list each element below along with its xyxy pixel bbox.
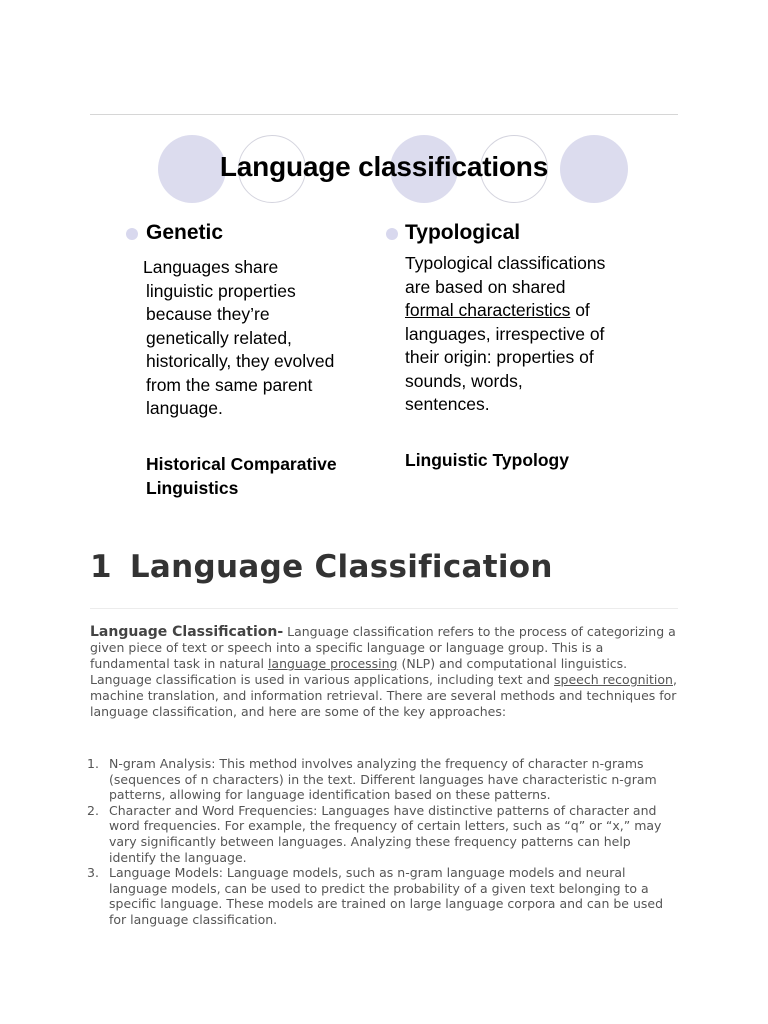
genetic-description <box>143 256 373 421</box>
text-line <box>405 299 665 323</box>
speech-recognition-link[interactable]: speech recognition <box>554 672 673 687</box>
list-number: 1. <box>87 756 99 771</box>
text-line: genetically related, <box>146 327 292 348</box>
text-line: linguistic properties <box>146 280 296 301</box>
list-number: 3. <box>87 865 99 881</box>
intro-paragraph <box>90 624 680 720</box>
genetic-heading: Genetic <box>146 221 224 244</box>
approaches-list <box>87 756 679 928</box>
list-item <box>87 802 679 865</box>
list-text: Character and Word Frequencies: Languages have distinctive patterns of character and word frequencies. For example, the frequency of certain letters, such as “q” or “x,” may vary significantly between languages. Analyzing these frequency patterns can help identify the language. <box>109 802 662 865</box>
bullet-icon <box>126 228 138 240</box>
slide-image <box>90 115 678 515</box>
text-line: from the same parent <box>146 374 313 395</box>
section-divider <box>90 608 678 609</box>
text-line: sounds, words, <box>405 370 523 391</box>
bullet-icon <box>386 228 398 240</box>
section-heading <box>90 549 553 585</box>
text-fragment: , machine translation, and information retrieval. There are several methods and techniques for language classification, and here are some of the key approaches: <box>90 672 677 719</box>
list-text: N-gram Analysis: This method involves analyzing the frequency of character n-grams (sequences of n characters) in the text. Different languages have characteristic n-gram patterns, allowing for language identification based on these patterns. <box>109 756 657 803</box>
text-fragment: of <box>570 300 590 320</box>
list-text: Language Models: Language models, such as n-gram language models and neural language models, can be used to predict the probability of a given text belonging to a specific language. These models are trained on large language corpora and can be used for language classification. <box>109 865 664 927</box>
section-number: 1 <box>90 549 112 585</box>
text-line: language. <box>146 398 223 418</box>
list-item <box>87 756 679 803</box>
text-fragment: Language classification refers to the process of categorizing a given piece of text or speech into a specific language or language group. This is a fundamental task in natural <box>90 624 676 671</box>
section-title: Language Classification <box>129 549 553 585</box>
text-line: sentences. <box>405 394 490 414</box>
footer-line: Historical Comparative <box>146 454 337 474</box>
footer-line: Linguistics <box>146 478 239 498</box>
lead-term: Language Classification- <box>90 624 284 640</box>
text-line: are based on shared <box>405 276 566 297</box>
list-item <box>87 865 679 927</box>
language-processing-link[interactable]: language processing <box>267 656 398 671</box>
text-line: because they’re <box>146 304 270 324</box>
typological-description <box>405 252 665 417</box>
text-line: languages, irrespective of <box>405 323 605 344</box>
text-line: their origin: properties of <box>405 347 594 367</box>
typological-heading: Typological <box>405 221 521 244</box>
text-line: historically, they evolved <box>146 351 335 371</box>
slide-title: Language classifications <box>219 151 549 182</box>
list-number: 2. <box>87 802 99 818</box>
text-fragment: (NLP) and computational linguistics. Language classification is used in various applications, including text and <box>90 656 628 687</box>
text-line: Languages share <box>143 257 279 277</box>
text-line: Typological classifications <box>405 253 606 273</box>
genetic-footer <box>146 452 337 500</box>
formal-characteristics-link[interactable]: formal characteristics <box>405 300 571 320</box>
typological-footer: Linguistic Typology <box>405 450 569 470</box>
